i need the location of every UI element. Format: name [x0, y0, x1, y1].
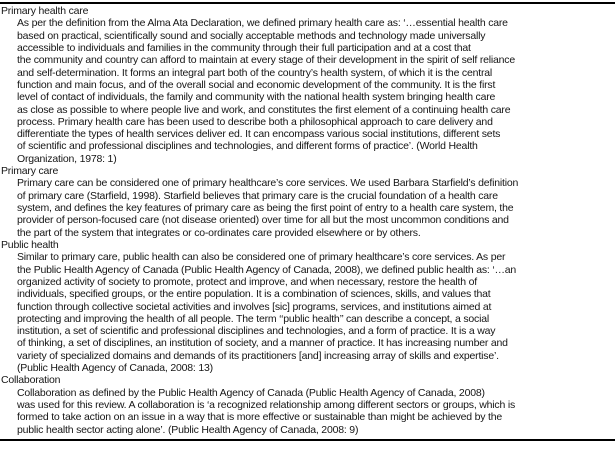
definition-line: Collaboration as defined by the Public Health Agency of Canada (Public Health Agency of Canada, 2008) [17, 386, 485, 399]
definition-line: was used for this review. A collaboration is ‘a recognized relationship among different sectors or groups, which is [17, 399, 515, 411]
definition-line: accessible to individuals and families in the community through their full participation and at a cost that [17, 41, 471, 54]
definition-text [1, 17, 615, 165]
definition-section [1, 239, 615, 374]
definition-text [1, 251, 615, 374]
definition-line: protecting and improving the health of all people. The term ‘‘public health’’ can describe a concept, a social [17, 312, 489, 325]
definition-line: provider of person-focused care (not disease oriented) over time for all but the most uncommon conditions and [17, 214, 509, 227]
definitions-table [0, 2, 615, 441]
definition-line: organized activity of society to promote, protect and improve, and when necessary, restore the health of [17, 275, 477, 288]
definition-line: function and main focus, and of the overall social and economic development of the community. It is the first [17, 78, 496, 91]
definition-line: of primary care (Starfield, 1998). Starfield believes that primary care is the crucial foundation of a health care [17, 189, 498, 202]
definition-line: individuals, specified groups, or the entire population. It is a combination of sciences, skills, and values that [17, 288, 491, 301]
definition-text [1, 177, 615, 239]
definition-line: the Public Health Agency of Canada (Public Health Agency of Canada, 2008), we defined public health as: ‘…an [17, 263, 517, 276]
definition-line: the community and country can afford to maintain at every stage of their development in the spirit of self reliance [17, 54, 516, 67]
definition-line: public health sector acting alone’. (Public Health Agency of Canada, 2008: 9) [17, 423, 359, 436]
definition-line: Primary care can be considered one of primary healthcare’s core services. We used Barbara Starfield’s definition [17, 177, 519, 190]
definition-line: As per the definition from the Alma Ata Declaration, we defined primary health care as: ‘…essential health care [17, 17, 508, 30]
definition-line: formed to take action on an issue in a way that is more effective or sustainable than might be achieved by the [17, 411, 503, 424]
definition-section [1, 5, 615, 165]
definition-line: system, and defines the key features of primary care as being the first point of entry to a health care system, the [17, 202, 514, 214]
term-heading: Primary care [1, 165, 59, 178]
term-heading: Public health [1, 238, 59, 251]
definition-line: (Public Health Agency of Canada, 2008: 13) [17, 362, 213, 375]
definition-line: differentiate the types of health services deliver ed. It can encompass various social institutions, different sets [17, 128, 501, 141]
definition-line: of thinking, a set of disciplines, an institution of society, and a manner of practice. It has increasing number and [17, 337, 508, 350]
definition-line: Similar to primary care, public health can also be considered one of primary healthcare’s core services. As per [17, 251, 506, 264]
term-heading: Collaboration [1, 374, 61, 387]
definition-line: function through collective societal activities and involves [sic] programs, services, and institutions aimed at [17, 300, 492, 313]
definition-line: process. Primary health care has been used to describe both a philosophical approach to care delivery and [17, 115, 493, 128]
definition-line: level of contact of individuals, the family and community with the national health system bringing health care [17, 91, 496, 104]
definition-line: Organization, 1978: 1) [17, 152, 117, 165]
definition-line: and self-determination. It forms an integral part both of the country’s health system, of which it is the central [17, 66, 493, 79]
definition-text [1, 387, 615, 436]
definition-section [1, 374, 615, 436]
term-heading: Primary health care [1, 5, 89, 17]
definition-line: institution, a set of scientific and professional disciplines and technologies, and a form of practice. It is a way [17, 325, 496, 338]
definition-line: the part of the system that integrates or co-ordinates care provided elsewhere or by others. [17, 226, 421, 239]
definition-line: as close as possible to where people live and work, and constitutes the first element of a continuing health care [17, 103, 511, 116]
definition-line: of scientific and professional disciplines and technologies, and different forms of practice’. (World Health [17, 140, 478, 153]
definition-section [1, 165, 615, 239]
definition-line: based on practical, scientifically sound and socially acceptable methods and technology made universally [17, 29, 486, 42]
definition-line: variety of specialized domains and demands of its practitioners [and] increasing array of skills and expertise’. [17, 349, 499, 362]
